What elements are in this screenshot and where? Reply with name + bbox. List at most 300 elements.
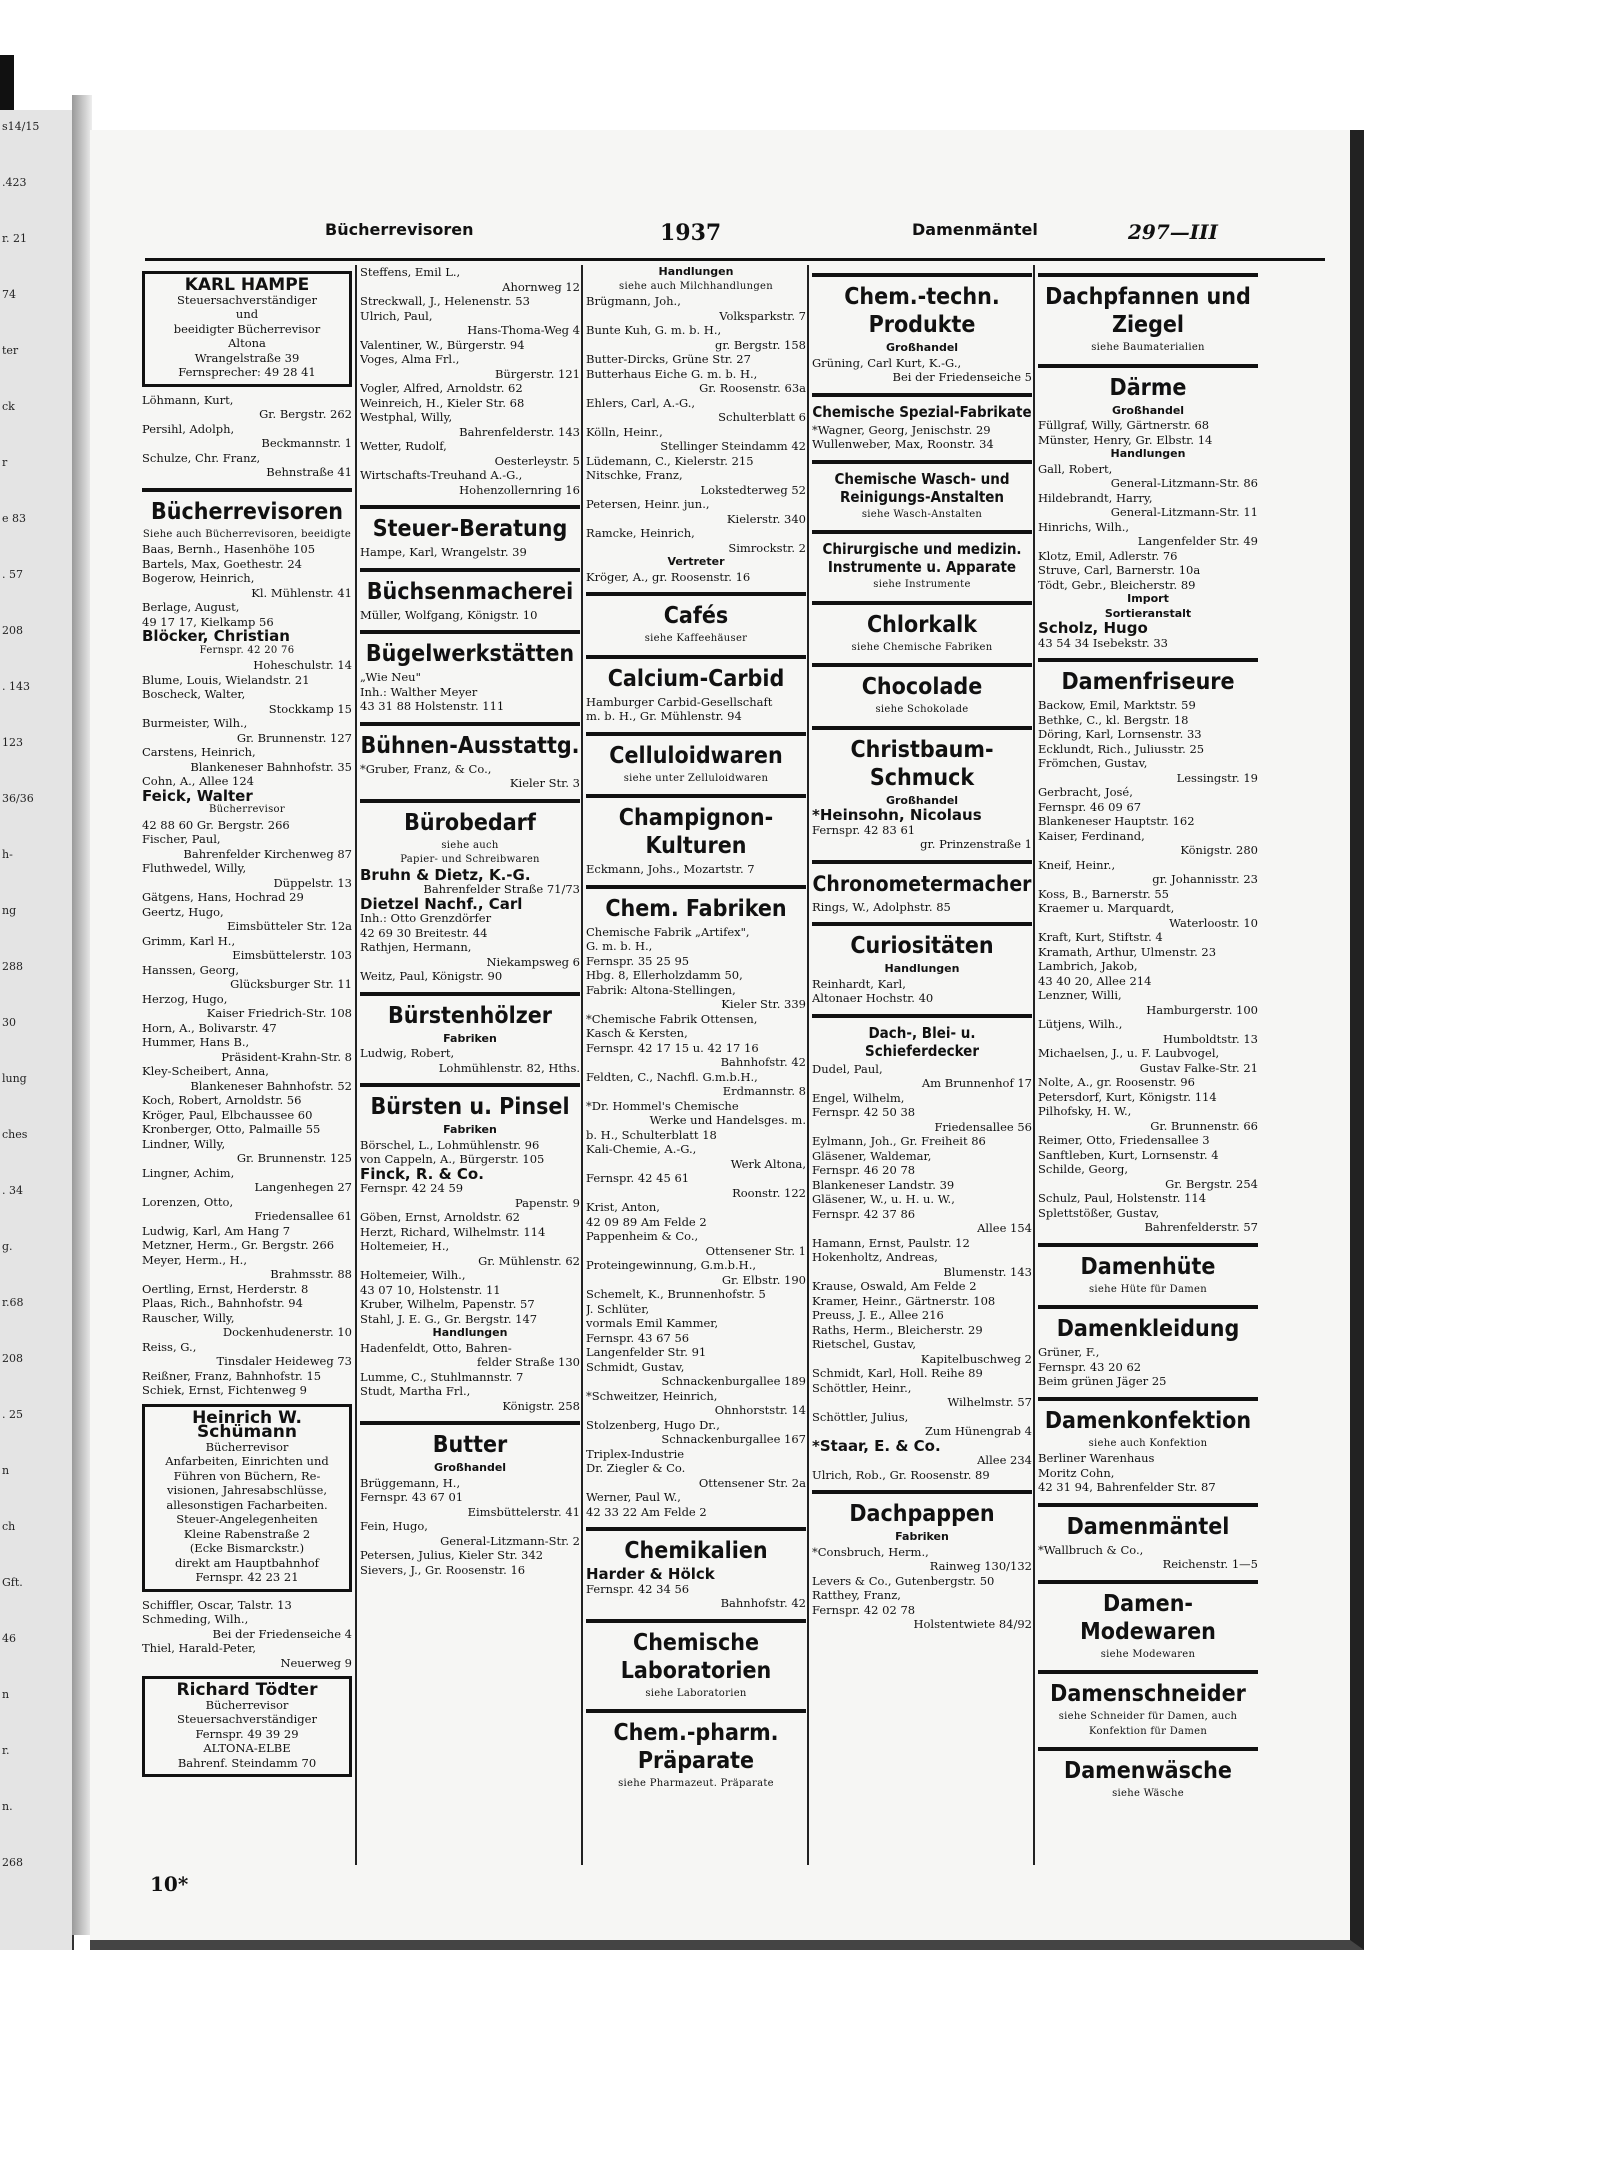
directory-entry: Fernspr. 46 20 78 <box>812 1163 916 1177</box>
directory-entry: Fein, Hugo, <box>360 1519 428 1533</box>
directory-entry: Stockkamp 15 <box>268 701 352 716</box>
directory-entry: Stellinger Steindamm 42 <box>660 439 806 453</box>
directory-entry: Kneif, Heinr., <box>1038 857 1116 872</box>
directory-entry: Dudel, Paul, <box>812 1061 883 1076</box>
page-header <box>90 220 1350 260</box>
directory-entry: Fernspr. 42 37 86 <box>812 1206 916 1221</box>
directory-entry: Pilhofsky, H. W., <box>1038 1104 1132 1118</box>
directory-entry: Kieler Str. 3 <box>509 776 580 790</box>
directory-entry: Kaiser, Ferdinand, <box>1038 828 1145 843</box>
directory-entry: Kali-Chemie, A.-G., <box>586 1142 697 1156</box>
directory-entry: Baas, Bernh., Hasenhöhe 105 <box>142 542 316 556</box>
directory-entry: Proteingewinnung, G.m.b.H., <box>586 1258 757 1272</box>
directory-entry: Reimer, Otto, Friedensallee 3 <box>1038 1133 1210 1147</box>
section-heading: Christbaum-Schmuck <box>850 736 994 791</box>
directory-entry: Fernspr. 42 50 38 <box>812 1105 916 1119</box>
section-heading: Bügelwerkstätten <box>365 641 575 667</box>
ad-line: direkt am Hauptbahnhof <box>175 1555 319 1570</box>
directory-page <box>90 130 1364 1950</box>
directory-entry: Kronberger, Otto, Palmaille 55 <box>142 1122 321 1136</box>
directory-entry: Gr. Brunnenstr. 66 <box>1150 1118 1258 1133</box>
directory-entry: Moritz Cohn, <box>1038 1465 1115 1480</box>
directory-entry: Blankeneser Bahnhofstr. 52 <box>190 1078 352 1093</box>
directory-entry: Erdmannstr. 8 <box>722 1084 806 1098</box>
directory-entry: Schulze, Chr. Franz, <box>142 450 261 465</box>
directory-entry: Hinrichs, Wilh., <box>1038 519 1130 534</box>
directory-entry: Waterloostr. 10 <box>1169 915 1258 930</box>
directory-entry: Löhmann, Kurt, <box>142 392 234 407</box>
previous-page-fragment: r <box>2 456 8 469</box>
directory-entry: Roonstr. 122 <box>732 1185 806 1200</box>
directory-entry: Volksparkstr. 7 <box>719 308 806 323</box>
directory-entry: Hans-Thoma-Weg 4 <box>467 323 580 337</box>
section-heading: Chronometermacher <box>812 871 1032 896</box>
directory-entry: General-Litzmann-Str. 2 <box>440 1533 580 1548</box>
section-heading: Chlorkalk <box>867 611 977 638</box>
directory-entry: Stahl, J. E. G., Gr. Bergstr. 147 <box>360 1311 538 1326</box>
directory-entry: Reichenstr. 1—5 <box>1162 1557 1258 1571</box>
directory-entry: Krause, Oswald, Am Felde 2 <box>812 1279 977 1293</box>
cross-reference: siehe Schneider für Damen, auch Konfektion für Damen <box>1058 1711 1238 1737</box>
directory-entry: Lüdemann, C., Kielerstr. 215 <box>586 453 754 468</box>
previous-page-fragment: h- <box>2 848 13 861</box>
previous-page-fragment: ches <box>2 1128 28 1141</box>
directory-entry: Tinsdaler Heideweg 73 <box>216 1354 352 1368</box>
subheading: Handlungen <box>658 265 734 278</box>
section-heading: Damenschneider <box>1050 1681 1246 1707</box>
ad-line: Steuersachverständiger <box>177 292 317 307</box>
directory-entry: Oesterleystr. 5 <box>494 453 580 468</box>
section-rule <box>1038 658 1258 662</box>
section-heading: Därme <box>1109 374 1187 401</box>
directory-entry: Kölln, Heinr., <box>586 424 663 439</box>
previous-page-fragment: s14/15 <box>2 120 40 133</box>
section-rule <box>1038 364 1258 368</box>
ad-line: Anfarbeiten, Einrichten und <box>165 1454 329 1468</box>
directory-entry: Studt, Martha Frl., <box>360 1384 471 1398</box>
phone: Fernspr. 42 20 76 <box>199 644 295 656</box>
directory-entry: Ehlers, Carl, A.-G., <box>586 395 696 410</box>
directory-entry: Lütjens, Wilh., <box>1038 1017 1123 1031</box>
section-heading: Chem. Fabriken <box>605 895 787 922</box>
directory-entry: 42 33 22 Am Felde 2 <box>586 1504 707 1519</box>
directory-entry: Preuss, J. E., Allee 216 <box>812 1308 944 1322</box>
section-rule <box>586 1619 806 1623</box>
directory-entry: General-Litzmann-Str. 86 <box>1110 476 1258 490</box>
subheading: Großhandel <box>1111 403 1185 417</box>
cross-reference: Papier- und Schreibwaren <box>400 854 540 865</box>
directory-entry: Schmeding, Wilh., <box>142 1612 249 1626</box>
directory-entry: Holtemeier, Wilh., <box>360 1268 466 1282</box>
section-rule <box>1038 1305 1258 1309</box>
directory-entry: Brügmann, Joh., <box>586 294 681 308</box>
section-heading: Damenmäntel <box>1066 1513 1230 1540</box>
subheading: Handlungen <box>884 962 960 975</box>
directory-entry: Sanftleben, Kurt, Lornsenstr. 4 <box>1038 1147 1219 1162</box>
directory-entry: Burmeister, Wilh., <box>142 716 248 730</box>
column-divider <box>355 265 357 1865</box>
directory-entry: Kasch & Kersten, <box>586 1026 688 1040</box>
section-rule <box>360 505 580 509</box>
directory-entry: Börschel, L., Lohmühlenstr. 96 <box>360 1137 540 1152</box>
column-divider <box>581 265 583 1865</box>
firm-name: Blöcker, Christian <box>142 627 290 645</box>
directory-entry: Metzner, Herm., Gr. Bergstr. 266 <box>142 1238 335 1252</box>
directory-entry: Holstentwiete 84/92 <box>913 1617 1032 1631</box>
directory-entry: 49 17 17, Kielkamp 56 <box>142 614 274 629</box>
directory-entry: 43 31 88 Holstenstr. 111 <box>360 699 505 713</box>
section-heading: Champignon-Kulturen <box>618 805 774 859</box>
directory-entry: Fernspr. 42 45 61 <box>586 1171 690 1185</box>
directory-entry: Langenhegen 27 <box>254 1180 352 1194</box>
section-rule <box>360 722 580 726</box>
directory-entry: Weitz, Paul, Königstr. 90 <box>360 969 503 983</box>
previous-page-fragment: 208 <box>2 1352 23 1365</box>
header-left-keyword: Bücherrevisoren <box>325 220 474 239</box>
directory-entry: *Gruber, Franz, & Co., <box>360 761 492 776</box>
previous-page-fragment: ng <box>2 904 17 917</box>
column-4 <box>812 265 1032 1875</box>
directory-entry: Rietschel, Gustav, <box>812 1337 917 1351</box>
directory-entry: Hampe, Karl, Wrangelstr. 39 <box>360 545 527 559</box>
cross-reference: siehe unter Zelluloidwaren <box>623 772 769 784</box>
directory-entry: Wilhelmstr. 57 <box>947 1395 1032 1409</box>
directory-entry: 43 40 20, Allee 214 <box>1038 973 1152 988</box>
directory-entry: Dockenhudenerstr. 10 <box>222 1325 352 1339</box>
directory-entry: Oertling, Ernst, Herderstr. 8 <box>142 1281 309 1296</box>
section-rule <box>812 460 1032 464</box>
section-rule <box>812 393 1032 397</box>
directory-entry: Eimsbüttelerstr. 41 <box>467 1504 580 1519</box>
previous-page-fragment: n <box>2 1464 10 1477</box>
directory-entry: Brüggemann, H., <box>360 1475 461 1490</box>
directory-entry: Kl. Mühlenstr. 41 <box>251 585 352 600</box>
directory-entry: Fernspr. 43 67 56 <box>586 1330 690 1345</box>
directory-entry: Glücksburger Str. 11 <box>230 977 352 991</box>
directory-entry: Schulz, Paul, Holstenstr. 114 <box>1038 1191 1207 1205</box>
directory-entry: *Dr. Hommel's Chemische <box>586 1098 739 1113</box>
cross-reference: siehe Kaffeehäuser <box>644 633 748 644</box>
subheading: Fabriken <box>443 1123 497 1136</box>
directory-entry: Grimm, Karl H., <box>142 933 236 948</box>
directory-entry: von Cappeln, A., Bürgerstr. 105 <box>360 1152 545 1166</box>
directory-entry: Fernspr. 43 20 62 <box>1038 1359 1142 1374</box>
section-rule <box>586 1527 806 1531</box>
subheading: Fabriken <box>895 1530 949 1543</box>
column-2 <box>360 265 580 1875</box>
directory-entry: Hildebrandt, Harry, <box>1038 490 1153 505</box>
previous-page-fragment: . 25 <box>2 1408 23 1421</box>
directory-entry: Levers & Co., Gutenbergstr. 50 <box>812 1573 995 1588</box>
directory-entry: Fluthwedel, Willy, <box>142 861 247 875</box>
cross-reference: siehe Schokolade <box>875 704 969 715</box>
directory-entry: Schmidt, Gustav, <box>586 1359 685 1374</box>
previous-page-strip <box>0 110 74 1950</box>
directory-entry: Hohenzollernring 16 <box>459 482 580 497</box>
directory-entry: Niekampsweg 6 <box>486 954 580 969</box>
advertiser-name: Richard Tödter <box>176 1680 318 1700</box>
directory-entry: Fernspr. 43 67 01 <box>360 1490 464 1504</box>
section-rule <box>586 885 806 889</box>
section-rule <box>142 488 352 492</box>
directory-entry: Reiss, G., <box>142 1339 197 1354</box>
directory-entry: vormals Emil Kammer, <box>586 1316 719 1330</box>
directory-entry: Meyer, Herm., H., <box>142 1252 247 1267</box>
firm-name: Dietzel Nachf., Carl <box>360 894 523 913</box>
directory-entry: gr. Prinzenstraße 1 <box>920 837 1032 851</box>
section-rule <box>586 655 806 659</box>
directory-entry: Friedensallee 61 <box>254 1209 352 1223</box>
directory-entry: 43 54 34 Isebekstr. 33 <box>1038 635 1168 650</box>
directory-entry: Ratthey, Franz, <box>812 1588 901 1602</box>
directory-entry: Sievers, J., Gr. Roosenstr. 16 <box>360 1562 526 1577</box>
directory-entry: G. m. b. H., <box>586 939 653 953</box>
directory-entry: Ohnhorststr. 14 <box>714 1403 806 1417</box>
directory-entry: Hamann, Ernst, Paulstr. 12 <box>812 1235 970 1250</box>
section-heading: Büchsenmacherei <box>366 578 574 605</box>
directory-entry: Brahmsstr. 88 <box>270 1267 352 1281</box>
directory-entry: Kröger, A., gr. Roosenstr. 16 <box>586 569 751 584</box>
advertisement-box <box>142 1404 352 1592</box>
ad-line: visionen, Jahresabschlüsse, <box>166 1483 327 1497</box>
directory-entry: Langenfelder Str. 49 <box>1137 534 1258 548</box>
directory-entry: Neuerweg 9 <box>280 1655 352 1670</box>
ad-line: Steuersachverständiger <box>177 1712 317 1726</box>
section-heading: Damenkleidung <box>1056 1316 1240 1342</box>
directory-entry: Struve, Carl, Barnerstr. 10a <box>1038 563 1201 577</box>
firm-name: Bruhn & Dietz, K.-G. <box>360 865 531 884</box>
cross-reference: siehe Modewaren <box>1100 1648 1196 1660</box>
directory-entry: Reißner, Franz, Bahnhofstr. 15 <box>142 1368 322 1383</box>
directory-entry: Lambrich, Jakob, <box>1038 959 1138 973</box>
section-rule <box>1038 273 1258 277</box>
directory-entry: Eimsbütteler Str. 12a <box>227 919 352 933</box>
directory-entry: Kielerstr. 340 <box>726 511 806 526</box>
section-heading: Chemische Wasch- und Reinigungs-Anstalten <box>834 469 1010 506</box>
cross-reference: siehe auch Milchhandlungen <box>619 280 773 292</box>
directory-entry: Schnackenburgallee 189 <box>661 1374 806 1388</box>
directory-entry: Koss, B., Barnerstr. 55 <box>1038 886 1169 901</box>
subheading: Sortieranstalt <box>1104 606 1192 620</box>
header-rule <box>145 258 1325 261</box>
subheading: Fabriken <box>443 1031 497 1045</box>
directory-entry: Fernspr. 42 17 15 u. 42 17 16 <box>586 1040 759 1055</box>
directory-entry: Bei der Friedenseiche 5 <box>892 370 1032 384</box>
previous-page-fragment: ter <box>2 344 19 357</box>
ad-line: und <box>235 307 259 321</box>
directory-entry: Hamburger Carbid-Gesellschaft <box>586 694 773 709</box>
directory-entry: Kieler Str. 339 <box>721 997 806 1011</box>
section-rule <box>360 1083 580 1087</box>
directory-entry: Petersen, Heinr. jun., <box>586 497 710 511</box>
directory-entry: Fernspr. 42 83 61 <box>812 822 916 837</box>
directory-entry: 42 31 94, Bahrenfelder Str. 87 <box>1038 1480 1216 1494</box>
section-heading: Damenkonfektion <box>1044 1407 1252 1434</box>
section-rule <box>1038 1503 1258 1507</box>
directory-entry: Lindner, Willy, <box>142 1136 226 1151</box>
directory-entry: 42 69 30 Breitestr. 44 <box>360 925 488 940</box>
previous-page-fragment: 30 <box>2 1016 16 1029</box>
directory-entry: Fernspr. 35 25 95 <box>586 953 690 968</box>
column-5 <box>1038 265 1258 1875</box>
directory-entry: Rainweg 130/132 <box>929 1559 1032 1573</box>
section-rule <box>360 568 580 572</box>
directory-entry: Ramcke, Heinrich, <box>586 526 695 540</box>
section-rule <box>812 1014 1032 1018</box>
section-rule <box>586 1709 806 1713</box>
directory-entry: Raths, Herm., Bleicherstr. 29 <box>812 1322 983 1337</box>
directory-entry: Grüning, Carl Kurt, K.-G., <box>812 355 962 370</box>
directory-entry: Valentiner, W., Bürgerstr. 94 <box>360 337 525 352</box>
directory-entry: Cohn, A., Allee 124 <box>142 774 254 788</box>
directory-entry: Hummer, Hans B., <box>142 1035 250 1049</box>
ad-line: Fernsprecher: 49 28 41 <box>178 365 316 379</box>
directory-entry: Carstens, Heinrich, <box>142 745 256 759</box>
column-1 <box>142 265 352 1875</box>
directory-entry: Geertz, Hugo, <box>142 904 224 919</box>
directory-entry: Chemische Fabrik „Artifex", <box>586 924 750 939</box>
section-rule <box>360 799 580 803</box>
directory-entry: Steffens, Emil L., <box>360 265 461 279</box>
directory-entry: Bahnhofstr. 42 <box>720 1596 806 1610</box>
directory-entry: Schmidt, Karl, Holl. Reihe 89 <box>812 1366 983 1380</box>
directory-entry: Blankeneser Hauptstr. 162 <box>1038 814 1195 828</box>
subheading: Großhandel <box>433 1461 507 1474</box>
directory-entry: Klotz, Emil, Adlerstr. 76 <box>1038 548 1178 563</box>
section-heading: Damenfriseure <box>1061 669 1235 695</box>
previous-page-fragment: . 34 <box>2 1184 23 1197</box>
directory-entry: Nitschke, Franz, <box>586 468 683 482</box>
directory-entry: Eimsbüttelerstr. 103 <box>232 948 352 962</box>
section-heading: Chemikalien <box>624 1538 768 1564</box>
section-rule <box>812 1490 1032 1494</box>
section-rule <box>1038 1747 1258 1751</box>
section-heading: Chocolade <box>861 674 983 700</box>
directory-entry: Rings, W., Adolphstr. 85 <box>812 899 951 914</box>
directory-entry: Allee 234 <box>977 1453 1032 1467</box>
directory-entry: Friedensallee 56 <box>934 1119 1032 1134</box>
directory-entry: 42 88 60 Gr. Bergstr. 266 <box>142 817 290 832</box>
directory-entry: Behnstraße 41 <box>266 465 352 479</box>
directory-entry: Gustav Falke-Str. 21 <box>1139 1060 1258 1075</box>
section-heading: Curiositäten <box>850 933 994 959</box>
section-heading: Bücherrevisoren <box>150 498 344 525</box>
directory-entry: Gr. Mühlenstr. 62 <box>478 1253 580 1268</box>
directory-entry: Feldten, C., Nachfl. G.m.b.H., <box>586 1069 758 1084</box>
directory-entry: Altonaer Hochstr. 40 <box>812 991 934 1005</box>
section-rule <box>360 992 580 996</box>
ad-line: ALTONA-ELBE <box>203 1741 291 1755</box>
directory-entry: Schemelt, K., Brunnenhofstr. 5 <box>586 1287 766 1301</box>
subheading: Vertreter <box>667 555 725 568</box>
directory-entry: Schilde, Georg, <box>1038 1162 1128 1176</box>
firm-name: Feick, Walter <box>142 786 253 805</box>
directory-entry: Gr. Brunnenstr. 125 <box>236 1151 352 1165</box>
directory-entry: Bartels, Max, Goethestr. 24 <box>142 556 303 571</box>
directory-entry: Bei der Friedenseiche 4 <box>212 1626 352 1641</box>
directory-entry: Bahrenfelderstr. 143 <box>459 424 580 439</box>
directory-entry: Wullenweber, Max, Roonstr. 34 <box>812 437 994 451</box>
directory-entry: Blumenstr. 143 <box>943 1264 1032 1279</box>
section-rule <box>812 273 1032 277</box>
section-rule <box>586 592 806 596</box>
directory-entry: Inh.: Walther Meyer <box>360 684 478 699</box>
directory-entry: Schnackenburgallee 167 <box>661 1432 806 1446</box>
directory-entry: Fernspr. 42 34 56 <box>586 1581 690 1596</box>
directory-entry: Bunte Kuh, G. m. b. H., <box>586 323 722 337</box>
directory-entry: Müller, Wolfgang, Königstr. 10 <box>360 607 538 622</box>
directory-entry: *Wagner, Georg, Jenischstr. 29 <box>812 422 991 437</box>
section-heading: Butter <box>432 1432 508 1458</box>
directory-entry: Hadenfeldt, Otto, Bahren- <box>360 1340 512 1355</box>
section-heading: Bühnen-Ausstattg. <box>360 732 580 759</box>
directory-entry: Kramath, Arthur, Ulmenstr. 23 <box>1038 944 1217 959</box>
column-divider <box>807 265 809 1865</box>
directory-entry: Frömchen, Gustav, <box>1038 756 1148 770</box>
directory-entry: Lingner, Achim, <box>142 1165 235 1180</box>
previous-page-fragment: 74 <box>2 288 16 301</box>
directory-entry: Herzt, Richard, Wilhelmstr. 114 <box>360 1224 546 1239</box>
directory-entry: Fernspr. 42 02 78 <box>812 1602 916 1617</box>
section-heading: Bürsten u. Pinsel <box>370 1094 570 1120</box>
section-rule <box>1038 1580 1258 1584</box>
directory-entry: Hamburgerstr. 100 <box>1146 1002 1258 1017</box>
directory-entry: Bogerow, Heinrich, <box>142 571 255 585</box>
directory-entry: Kaiser Friedrich-Str. 108 <box>206 1006 352 1020</box>
previous-page-fragment: 36/36 <box>2 792 34 805</box>
directory-entry: Rauscher, Willy, <box>142 1310 235 1325</box>
directory-entry: Werke und Handelsges. m. <box>649 1113 806 1127</box>
directory-entry: felder Straße 130 <box>476 1355 580 1369</box>
directory-entry: Stolzenberg, Hugo Dr., <box>586 1417 720 1432</box>
section-heading: Chirurgische und medizin. Instrumente u. Apparate <box>822 540 1022 576</box>
ad-line: Führen von Büchern, Re- <box>173 1468 321 1483</box>
directory-entry: Gr. Elbstr. 190 <box>721 1272 806 1287</box>
directory-entry: Ludwig, Karl, Am Hang 7 <box>142 1223 291 1238</box>
directory-entry: J. Schlüter, <box>586 1301 650 1316</box>
directory-entry: 42 09 89 Am Felde 2 <box>586 1214 707 1229</box>
directory-entry: Kröger, Paul, Elbchaussee 60 <box>142 1107 313 1122</box>
previous-page-fragment: .423 <box>2 176 27 189</box>
directory-entry: Horn, A., Bolivarstr. 47 <box>142 1020 277 1035</box>
directory-entry: Petersen, Julius, Kieler Str. 342 <box>360 1548 544 1562</box>
ad-line: Fernspr. 42 23 21 <box>195 1570 299 1584</box>
ad-line: Bahrenf. Steindamm 70 <box>177 1755 317 1770</box>
directory-entry: Bethke, C., kl. Bergstr. 18 <box>1038 712 1189 727</box>
ad-line: Bücherrevisor <box>205 1439 289 1454</box>
section-rule <box>812 663 1032 667</box>
directory-entry: Ottensener Str. 1 <box>705 1243 806 1258</box>
previous-page-fragment: 208 <box>2 624 23 637</box>
ad-line: Bücherrevisor <box>205 1697 289 1712</box>
directory-entry: Kraemer u. Marquardt, <box>1038 901 1175 915</box>
directory-entry: Inh.: Otto Grenzdörfer <box>360 911 492 925</box>
directory-entry: Fabrik: Altona-Stellingen, <box>586 982 736 997</box>
directory-entry: Lohmühlenstr. 82, Hths. <box>438 1060 580 1075</box>
firm-name: Scholz, Hugo <box>1038 619 1148 637</box>
directory-entry: Schiffler, Oscar, Talstr. 13 <box>142 1597 292 1612</box>
ad-line: Kleine Rabenstraße 2 <box>183 1526 311 1541</box>
ad-line: Wrangelstraße 39 <box>194 350 300 365</box>
firm-name: Harder & Hölck <box>586 1565 715 1583</box>
directory-entry: Fernspr. 42 24 59 <box>360 1181 464 1195</box>
firm-name: *Staar, E. & Co. <box>812 1436 941 1455</box>
directory-entry: Kramer, Heinr., Gärtnerstr. 108 <box>812 1293 996 1308</box>
directory-entry: Lessingstr. 19 <box>1176 770 1258 785</box>
directory-entry: Schulterblatt 6 <box>718 410 806 424</box>
directory-entry: Bahnhofstr. 42 <box>720 1055 806 1069</box>
subheading: Großhandel <box>885 793 959 807</box>
